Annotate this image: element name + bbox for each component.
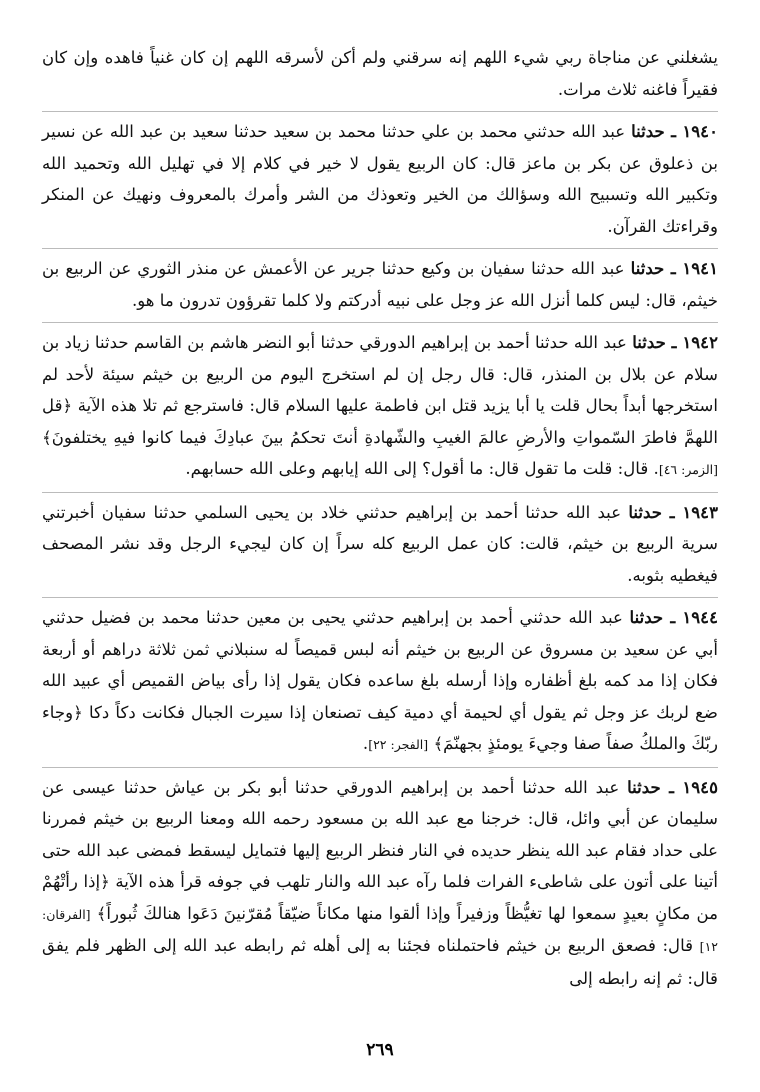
hadith-lead: حدثنا: [631, 121, 665, 141]
quran-reference: [الفرقان: ١٢]: [42, 906, 718, 954]
hadith-1941: ١٩٤١ ـ حدثنا عبد الله حدثنا سفيان بن وكيع حدثنا جرير عن الأعمش عن منذر الثوري عن الربيع بن خيثم، قال: ليس كلما أنزل الله عز وجل على نبيه أدركتم ولا كلما تقرؤون تدرون ما هو.: [42, 248, 718, 318]
hadith-text: عبد الله حدثنا أحمد بن إبراهيم حدثني خلاد بن يحيى السلمي حدثنا سفيان أخبرتني سرية الربيع بن خيثم، قالت: كان عمل الربيع كله سراً إن كان ليجيء الرجل وقد نشر المصحف فيغطيه بثوبه.: [42, 502, 718, 585]
hadith-number: ١٩٤٥: [682, 776, 718, 797]
hadith-tail: .: [362, 734, 369, 753]
hadith-tail: . قال: قلت ما تقول قال: ما أقول؟ إلى الله إيابهم وعلى الله حسابهم.: [185, 459, 659, 478]
hadith-text: عبد الله حدثنا أحمد بن إبراهيم الدورقي حدثنا أبو النضر هاشم بن القاسم حدثنا زياد بن سلام عن بلال بن المنذر، قال: قال رجل إن لم استخرج اليوم من الربيع بن خيثم سيئة لأحد لم استخرجها أبداً بحال قلت يا أبا يزيد قتل ابن فاطمة عليها السلام قال: فاسترجع ثم تلا هذه الآية ﴿قل اللهمَّ فاطرَ السّمواتِ والأرضِ عالمَ الغيبِ والشّهادةِ أنتَ تحكمُ بينَ عبادِكَ فيما كانوا فيهِ يختلفونَ﴾: [42, 333, 718, 447]
hadith-tail: قال: فصعق الربيع بن خيثم فاحتملناه فجئنا به إلى أهله ثم رابطه عبد الله إلى الظهر فلم يفق قال: ثم إنه رابطه إلى: [42, 936, 718, 988]
quran-reference: [الفجر: ٢٢]: [368, 737, 429, 752]
hadith-text: عبد الله حدثني أحمد بن إبراهيم حدثني يحيى بن معين حدثنا محمد بن فضيل حدثني أبي عن سعيد بن مسروق عن الربيع بن خيثم أنه لبس قميصاً له سنبلاني ثمن ثلاثة دراهم أو أربعة فكان إذا مد كمه بلغ أظفاره وإذا أرسله بلغ ساعده فكان يقول إذا رأى بياض القميص أي عبيد الله ضع لربك عز وجل ثم يقول أي لحيمة أي دمية كيف تصنعان إذا سيرت الجبال فكانت دكاً دكا ﴿وجاء ربّكَ والملكُ صفاً صفا وجيءَ يومئذٍ بجهنّمَ﴾: [42, 608, 718, 753]
hadith-text: عبد الله حدثنا أحمد بن إبراهيم الدورقي حدثنا أبو بكر بن عياش حدثنا عيسى عن سليمان عن أبي وائل، قال: خرجنا مع عبد الله بن مسعود رحمه الله ومعنا الربيع بن خيثم فمررنا على حداد فقام عبد الله ينظر حديده في النار فنظر الربيع إليها فتمايل ليسقط فمضى عبد الله حتى أتينا على أتون على شاطىء الفرات فلما رآه عبد الله والنار تلهب في جوفه قرأ هذه الآية ﴿إذا رأتْهُمْ من مكانٍ بعيدٍ سمعوا لها تغيُّظاً وزفيراً وإذا ألقوا منها مكاناً ضيّقاً مُقرّنينَ دَعَوا هنالكَ ثُبوراً﴾: [42, 777, 718, 923]
hadith-lead: حدثنا: [632, 332, 666, 352]
hadith-number: ١٩٤٣: [682, 501, 718, 522]
hadith-number: ١٩٤٢: [682, 332, 718, 352]
hadith-1944: ١٩٤٤ ـ حدثنا عبد الله حدثني أحمد بن إبراهيم حدثني يحيى بن معين حدثنا محمد بن فضيل حدثني أبي عن سعيد بن مسروق عن الربيع بن خيثم أنه لبس قميصاً له سنبلاني ثمن ثلاثة دراهم أو أربعة فكان إذا مد كمه بلغ أظفاره وإذا أرسله بلغ ساعده فكان يقول إذا رأى بياض القميص أي عبيد الله ضع لربك عز وجل ثم يقول أي لحيمة أي دمية كيف تصنعان إذا سيرت الجبال فكانت دكاً دكا ﴿وجاء ربّكَ والملكُ صفاً صفا وجيءَ يومئذٍ بجهنّمَ﴾ [الفجر: ٢٢].: [42, 597, 718, 763]
hadith-lead: حدثنا: [630, 258, 665, 278]
intro-paragraph: يشغلني عن مناجاة ربي شيء اللهم إنه سرقني ولم أكن لأسرقه اللهم إن كان غنياً فاهده وإن كان فقيراً فاغنه ثلاث مرات.: [42, 48, 718, 99]
hadith-lead: حدثنا: [629, 607, 664, 627]
hadith-number: ١٩٤٤: [682, 607, 718, 627]
quran-reference: [الزمر: ٤٦]: [658, 462, 718, 477]
page-number: ٢٦٩: [366, 1040, 394, 1060]
hadith-text: عبد الله حدثني محمد بن علي حدثنا محمد بن سعيد حدثنا سعيد بن عبد الله عن نسير بن ذعلوق عن بكر بن ماعز قال: كان الربيع يقول لا خير في كلام إلا في تهليل الله وتحميد الله وتكبير الله وتسبيح الله وسؤالك من الخير وتعوذك من الشر وأمرك بالمعروف ونهيك عن المنكر وقراءتك القرآن.: [42, 122, 718, 236]
hadith-number: ١٩٤١: [682, 258, 718, 278]
hadith-1940: ١٩٤٠ ـ حدثنا عبد الله حدثني محمد بن علي حدثنا محمد بن سعيد حدثنا سعيد بن عبد الله عن نسير بن ذعلوق عن بكر بن ماعز قال: كان الربيع يقول لا خير في كلام إلا في تهليل الله وتحميد الله وتكبير الله وتسبيح الله وسؤالك من الخير وتعوذك من الشر وأمرك بالمعروف ونهيك عن المنكر وقراءتك القرآن.: [42, 111, 718, 244]
hadith-1945: ١٩٤٥ ـ حدثنا عبد الله حدثنا أحمد بن إبراهيم الدورقي حدثنا أبو بكر بن عياش حدثنا عيسى عن سليمان عن أبي وائل، قال: خرجنا مع عبد الله بن مسعود رحمه الله ومعنا الربيع بن خيثم فمررنا على حداد فقام عبد الله ينظر حديده في النار فنظر الربيع إليها فتمايل ليسقط فمضى عبد الله حتى أتينا على أتون على شاطىء الفرات فلما رآه عبد الله والنار تلهب في جوفه قرأ هذه الآية ﴿إذا رأتْهُمْ من مكانٍ بعيدٍ سمعوا لها تغيُّظاً وزفيراً وإذا ألقوا منها مكاناً ضيّقاً مُقرّنينَ دَعَوا هنالكَ ثُبوراً﴾ [الفرقان: ١٢] قال: فصعق الربيع بن خيثم فاحتملناه فجئنا به إلى أهله ثم رابطه عبد الله إلى الظهر فلم يفق قال: ثم إنه رابطه إلى: [42, 767, 718, 997]
hadith-lead: حدثنا: [627, 776, 661, 797]
hadith-1943: ١٩٤٣ ـ حدثنا عبد الله حدثنا أحمد بن إبراهيم حدثني خلاد بن يحيى السلمي حدثنا سفيان أخبرتني سرية الربيع بن خيثم، قالت: كان عمل الربيع كله سراً إن كان ليجيء الرجل وقد نشر المصحف فيغطيه بثوبه.: [42, 492, 718, 594]
hadith-text: عبد الله حدثنا سفيان بن وكيع حدثنا جرير عن الأعمش عن منذر الثوري عن الربيع بن خيثم، قال: ليس كلما أنزل الله عز وجل على نبيه أدركتم ولا كلما تقرؤون تدرون ما هو.: [42, 259, 718, 310]
hadith-1942: ١٩٤٢ ـ حدثنا عبد الله حدثنا أحمد بن إبراهيم الدورقي حدثنا أبو النضر هاشم بن القاسم حدثنا زياد بن سلام عن بلال بن المنذر، قال: قال رجل إن لم استخرج اليوم من الربيع بن خيثم سيئة لأحد لم استخرجها أبداً بحال قلت يا أبا يزيد قتل ابن فاطمة عليها السلام قال: فاسترجع ثم تلا هذه الآية ﴿قل اللهمَّ فاطرَ السّمواتِ والأرضِ عالمَ الغيبِ والشّهادةِ أنتَ تحكمُ بينَ عبادِكَ فيما كانوا فيهِ يختلفونَ﴾ [الزمر: ٤٦]. قال: قلت ما تقول قال: ما أقول؟ إلى الله إيابهم وعلى الله حسابهم.: [42, 322, 718, 488]
hadith-number: ١٩٤٠: [682, 121, 718, 141]
hadith-lead: حدثنا: [628, 501, 662, 522]
